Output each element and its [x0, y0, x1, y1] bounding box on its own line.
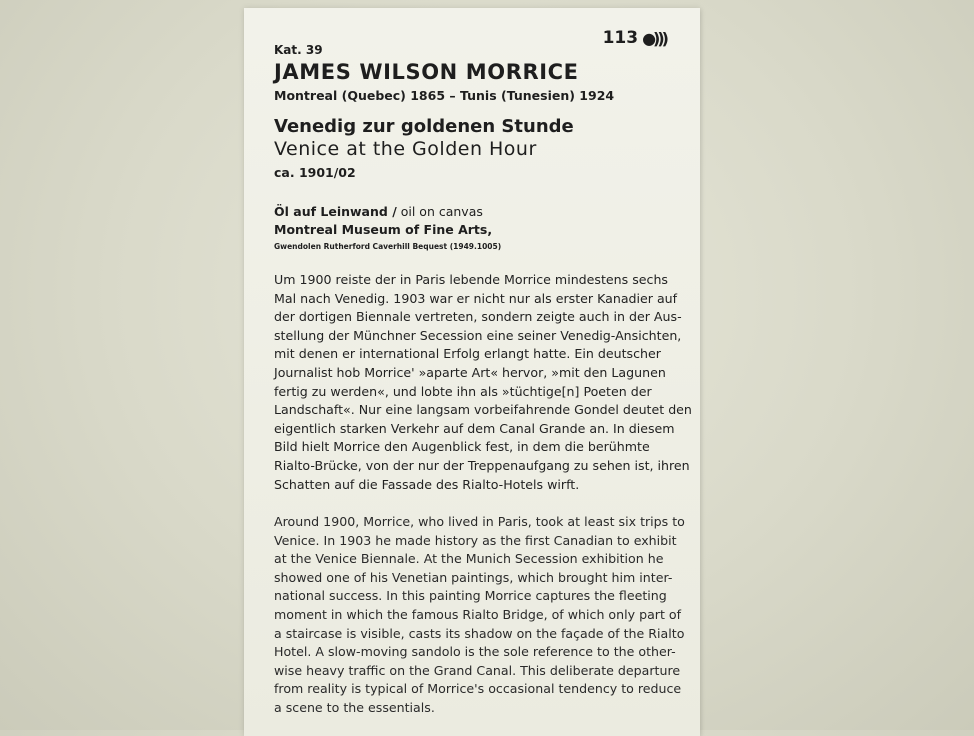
- description-line: a staircase is visible, casts its shadow on the façade of the Rialto: [274, 625, 685, 641]
- description-line: showed one of his Venetian paintings, which brought him inter-: [274, 569, 673, 585]
- medium-english: oil on canvas: [396, 204, 483, 219]
- description-line: Around 1900, Morrice, who lived in Paris, took at least six trips to: [274, 514, 685, 529]
- description-line: Rialto-Brücke, von der nur der Treppenaufgang zu sehen ist, ihren: [274, 457, 690, 473]
- credit-line: Gwendolen Rutherford Caverhill Bequest (1949.1005): [274, 242, 502, 251]
- medium-german: Öl auf Leinwand /: [274, 204, 397, 219]
- description-german: [274, 271, 692, 494]
- catalog-number: Kat. 39: [274, 43, 323, 57]
- audio-guide-icon: ●))): [642, 28, 666, 48]
- description-line: Bild hielt Morrice den Augenblick fest, in dem die berühmte: [274, 439, 650, 455]
- description-line: from reality is typical of Morrice's occasional tendency to reduce: [274, 681, 682, 697]
- description-line: der dortigen Biennale vertreten, sondern zeigte auch in der Aus-: [274, 309, 682, 325]
- description-line: moment in which the famous Rialto Bridge, of which only part of: [274, 606, 682, 622]
- artwork-title-english: Venice at the Golden Hour: [274, 138, 537, 160]
- artwork-title-german: Venedig zur goldenen Stunde: [274, 116, 574, 137]
- description-line: fertig zu werden«, und lobte ihn als »tüchtige[n] Poeten der: [274, 383, 652, 399]
- audio-guide-badge: [603, 28, 666, 48]
- artist-lifespan: Montreal (Quebec) 1865 – Tunis (Tunesien) 1924: [274, 88, 615, 103]
- description-line: Journalist hob Morrice' »aparte Art« hervor, »mit den Lagunen: [274, 364, 666, 380]
- description-line: Venice. In 1903 he made history as the first Canadian to exhibit: [274, 532, 677, 548]
- artwork-medium: [274, 204, 483, 219]
- description-line: at the Venice Biennale. At the Munich Secession exhibition he: [274, 551, 664, 567]
- description-line: a scene to the essentials.: [274, 699, 435, 715]
- description-line: Um 1900 reiste der in Paris lebende Morrice mindestens sechs: [274, 272, 668, 287]
- description-line: eigentlich starken Verkehr auf dem Canal Grande an. In diesem: [274, 420, 675, 436]
- collection-name: Montreal Museum of Fine Arts,: [274, 222, 493, 237]
- description-line: mit denen er international Erfolg erlangt hatte. Ein deutscher: [274, 346, 661, 362]
- artist-name: JAMES WILSON MORRICE: [274, 60, 579, 84]
- artwork-date: ca. 1901/02: [274, 165, 356, 180]
- description-line: Mal nach Venedig. 1903 war er nicht nur als erster Kanadier auf: [274, 290, 678, 306]
- audio-guide-number: 113: [602, 28, 639, 48]
- description-line: stellung der Münchner Secession eine seiner Venedig-Ansichten,: [274, 327, 682, 343]
- description-line: wise heavy traffic on the Grand Canal. This deliberate departure: [274, 662, 681, 678]
- museum-wall-label: [244, 8, 700, 736]
- description-english: [274, 513, 685, 718]
- description-line: Hotel. A slow-moving sandolo is the sole reference to the other-: [274, 644, 676, 660]
- description-line: Schatten auf die Fassade des Rialto-Hotels wirft.: [274, 476, 580, 492]
- description-line: Landschaft«. Nur eine langsam vorbeifahrende Gondel deutet den: [274, 402, 692, 418]
- description-line: national success. In this painting Morrice captures the fleeting: [274, 588, 667, 604]
